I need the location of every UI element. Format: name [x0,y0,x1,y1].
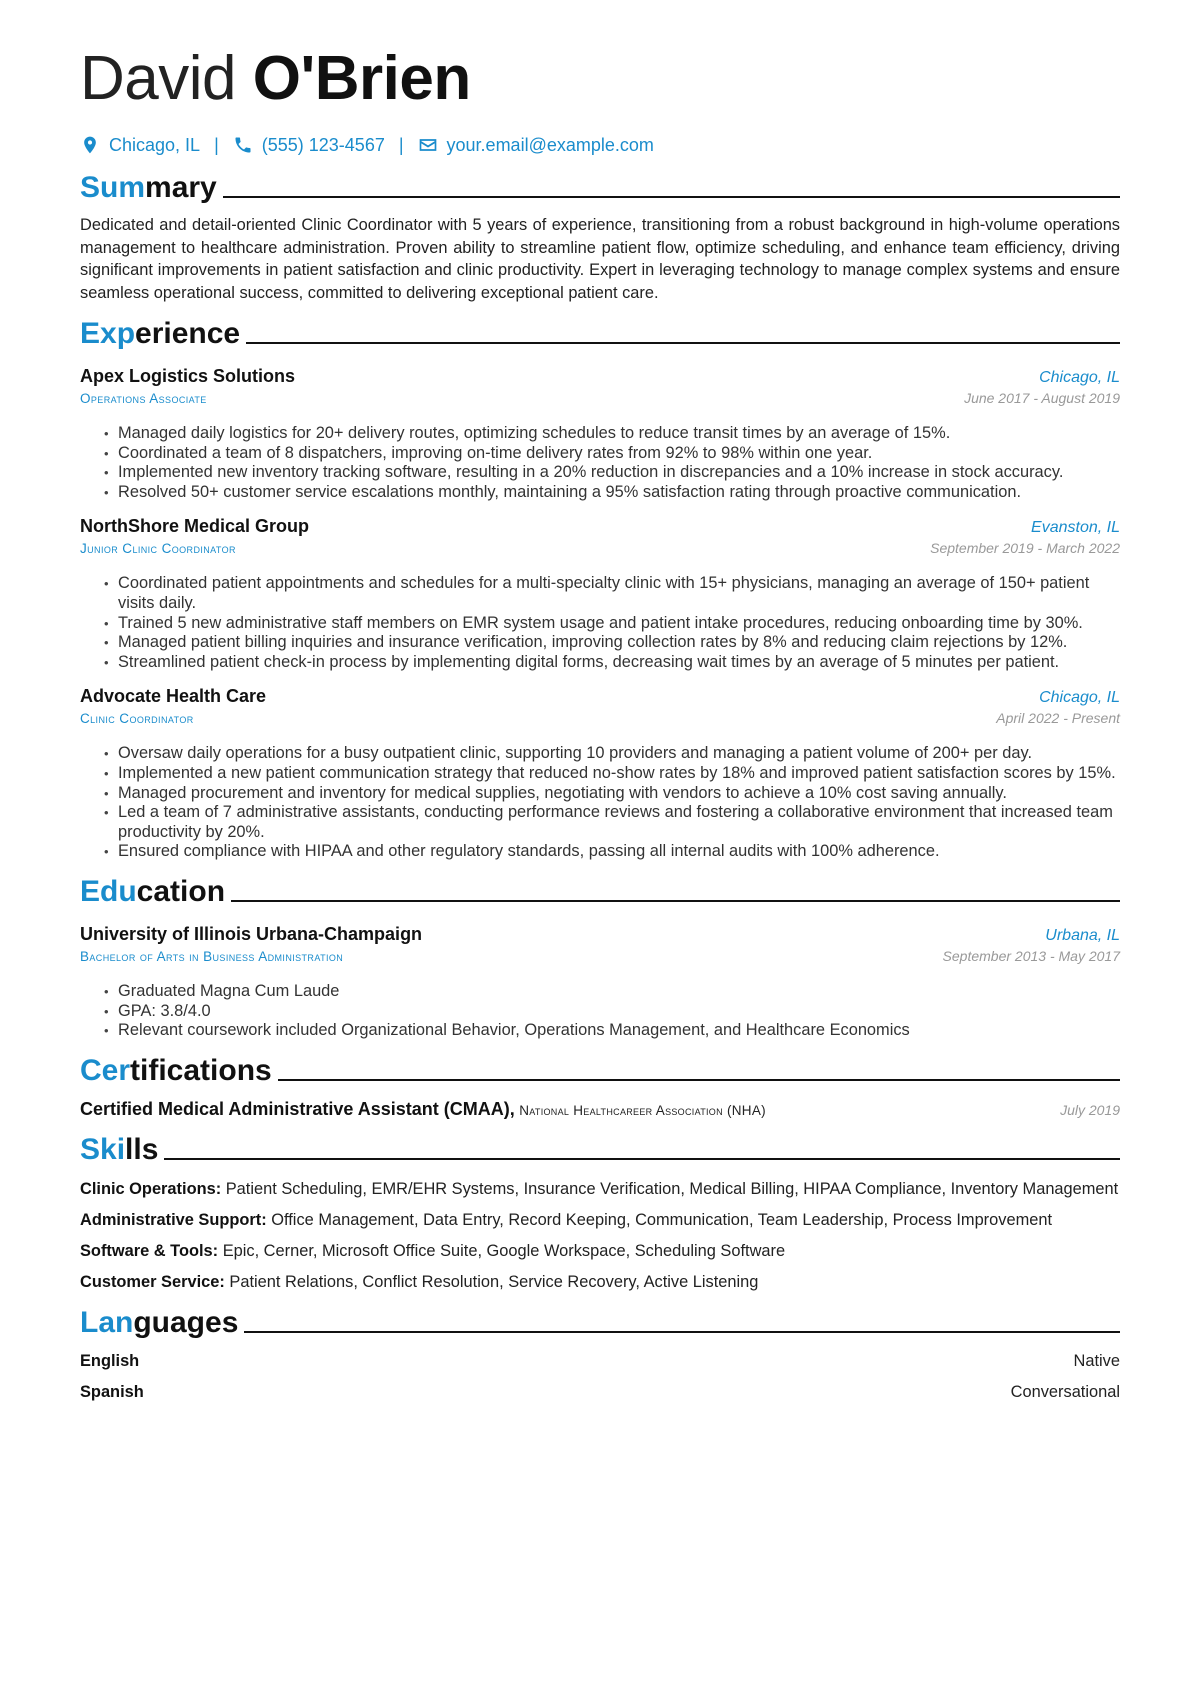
email-text: your.email@example.com [446,134,654,155]
list-item: • Relevant coursework included Organizational Behavior, Operations Management, and Healthcare Economics [104,1021,1120,1041]
job-title: Clinic Coordinator [80,711,194,727]
list-item: • Trained 5 new administrative staff members on EMR system usage and patient intake procedures, reducing onboarding time by 30%. [104,614,1120,634]
list-item: • Coordinated patient appointments and schedules for a multi-specialty clinic with 15+ physicians, managing an average of 150+ patient visits daily. [104,574,1120,613]
contact-separator: | [398,134,404,155]
contact-location [80,135,200,156]
skill-group: Administrative Support: Office Management, Data Entry, Record Keeping, Communication, Team Leadership, Process Improvement [80,1210,1053,1229]
job-location: Chicago, IL [1039,369,1120,386]
skill-group: Clinic Operations: Patient Scheduling, EMR/EHR Systems, Insurance Verification, Medical Billing, HIPAA Compliance, Inventory Management [80,1179,1119,1198]
list-item: • Coordinated a team of 8 dispatchers, improving on-time delivery rates from 92% to 98% within one year. [104,444,1120,464]
experience-entry [80,684,1120,862]
certifications-heading: Certifications [80,1053,1120,1089]
certification-entry: Certified Medical Administrative Assistant (CMAA), National Healthcareer Association (NHA) July 2019 [80,1098,1120,1119]
list-item: • Ensured compliance with HIPAA and other regulatory standards, passing all internal audits with 100% adherence. [104,842,1120,862]
employer-name: Advocate Health Care [80,686,267,707]
list-item: • Implemented new inventory tracking software, resulting in a 20% reduction in discrepancies and a 10% increase in stock accuracy. [104,463,1120,483]
language-entry [80,1350,1120,1372]
education-entry [80,922,1120,1041]
job-title: Operations Associate [80,391,207,406]
certification-issuer: National Healthcareer Association (NHA) [519,1102,766,1118]
first-name: David [80,44,237,113]
job-dates: September 2019 - March 2022 [930,540,1120,557]
resume-page [80,40,1120,1403]
list-item: • Led a team of 7 administrative assistants, conducting performance reviews and fostering a collaborative environment that increased team productivity by 20%. [104,803,1120,842]
summary-heading: Summary [80,170,1120,206]
job-location: Chicago, IL [1039,689,1120,707]
education-dates: September 2013 - May 2017 [942,947,1120,964]
language-name: Spanish [80,1382,144,1401]
job-bullets [104,574,1120,672]
section-rule [278,1079,1120,1081]
certification-name: Certified Medical Administrative Assistant (CMAA) [80,1098,510,1119]
phone-text: (555) 123-4567 [261,134,385,155]
section-rule [231,900,1120,902]
job-location: Evanston, IL [1031,519,1120,537]
contact-phone[interactable] [233,135,385,156]
experience-entry [80,514,1120,672]
list-item: • Implemented a new patient communication strategy that reduced no-show rates by 18% and improved patient satisfaction scores by 15%. [104,764,1120,784]
list-item: • Graduated Magna Cum Laude [104,982,1120,1002]
experience-entry [80,364,1120,502]
list-item: • Managed daily logistics for 20+ delivery routes, optimizing schedules to reduce transit times by an average of 15%. [104,424,1120,444]
skill-group: Software & Tools: Epic, Cerner, Microsoft Office Suite, Google Workspace, Scheduling Software [80,1241,786,1260]
language-name: English [80,1351,140,1370]
languages-heading: Languages [80,1305,1120,1341]
job-title: Junior Clinic Coordinator [80,541,236,557]
section-rule [223,196,1120,198]
last-name: O'Brien [252,44,471,113]
location-text: Chicago, IL [109,134,201,155]
skills-heading: Skills [80,1132,1120,1168]
list-item: • Oversaw daily operations for a busy outpatient clinic, supporting 10 providers and managing a patient volume of 200+ per day. [104,744,1120,764]
education-heading: Education [80,874,1120,910]
employer-name: NorthShore Medical Group [80,516,310,537]
degree-title: Bachelor of Arts in Business Administration [80,948,344,964]
job-bullets [104,424,1120,502]
summary-text: Dedicated and detail-oriented Clinic Coordinator with 5 years of experience, transitioning from a robust background in high-volume operations management to healthcare administration. Proven ability to streamline patient flow, optimize scheduling, and enhance team efficiency, driving significant improvements in patient satisfaction and clinic productivity. Expert in leveraging technology to manage complex systems and ensure seamless operational success, committed to delivering exceptional patient care. [80,216,1120,302]
language-level: Conversational [1010,1382,1120,1401]
language-entry [80,1381,1120,1403]
certification-date: July 2019 [1060,1101,1120,1118]
skill-group: Customer Service: Patient Relations, Conflict Resolution, Service Recovery, Active Listening [80,1272,759,1291]
job-dates: June 2017 - August 2019 [964,390,1120,406]
envelope-icon [418,135,438,155]
section-rule [244,1331,1120,1333]
list-item: • Managed patient billing inquiries and insurance verification, improving collection rates by 8% and reducing claim rejections by 12%. [104,633,1120,653]
list-item: • Streamlined patient check-in process by implementing digital forms, decreasing wait times by an average of 5 minutes per patient. [104,653,1120,673]
employer-name: Apex Logistics Solutions [80,366,296,386]
experience-heading: Experience [80,316,1120,352]
list-item: • Resolved 50+ customer service escalations monthly, maintaining a 95% satisfaction rating through proactive communication. [104,483,1120,503]
school-name: University of Illinois Urbana-Champaign [80,923,423,944]
list-item: • GPA: 3.8/4.0 [104,1002,1120,1022]
contact-line [80,132,1120,158]
education-bullets [104,982,1120,1041]
section-rule [164,1158,1120,1160]
contact-email[interactable] [418,135,654,156]
job-dates: April 2022 - Present [996,710,1120,727]
job-bullets [104,744,1120,862]
language-level: Native [1073,1351,1120,1370]
list-item: • Managed procurement and inventory for medical supplies, negotiating with vendors to achieve a 10% cost saving annually. [104,784,1120,804]
school-location: Urbana, IL [1045,926,1120,944]
phone-icon [233,135,253,155]
candidate-name [80,40,1120,118]
contact-separator: | [214,134,219,155]
map-pin-icon [80,135,100,155]
section-rule [246,342,1120,344]
